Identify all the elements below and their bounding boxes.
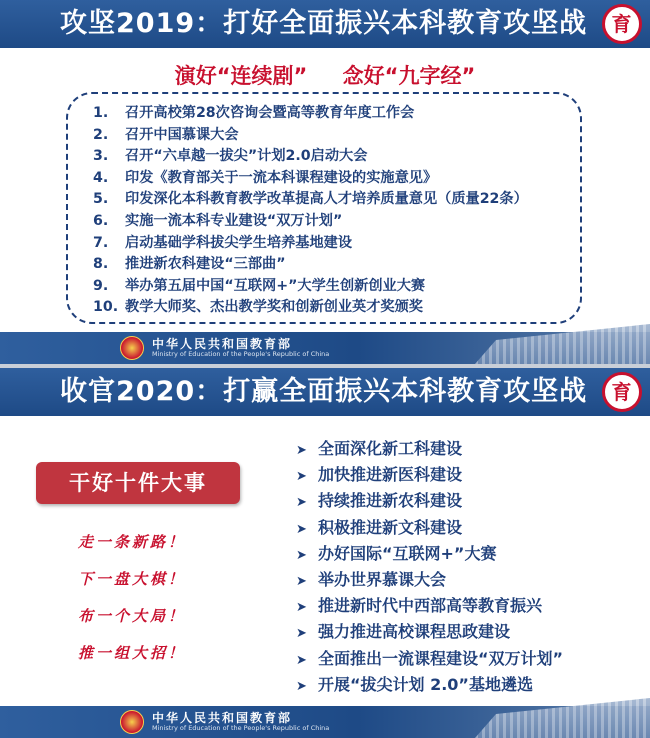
list-item [93, 168, 573, 190]
slogan-item: 推一组大招！ [78, 644, 187, 662]
list-item-text: 召开中国慕课大会 [125, 126, 239, 143]
list-item [93, 125, 573, 147]
task-item [296, 567, 563, 593]
national-emblem-icon [120, 710, 144, 734]
task-text: 办好国际“互联网+”大赛 [318, 543, 497, 563]
task-item [296, 515, 563, 541]
slide-2020 [0, 368, 650, 738]
numbered-list [93, 103, 573, 319]
list-item-text: 召开“六卓越一拔尖”计划2.0启动大会 [125, 148, 368, 165]
list-item [93, 297, 573, 319]
task-item [296, 672, 563, 698]
slide-title: 收官2020：打赢全面振兴本科教育攻坚战 [60, 376, 588, 407]
national-emblem-icon [120, 336, 144, 360]
subtitle-left: 演好“连续剧” [174, 64, 308, 88]
list-item-text: 启动基础学科拔尖学生培养基地建设 [125, 234, 353, 251]
ten-tasks-badge: 干好十件大事 [36, 462, 240, 504]
list-item [93, 233, 573, 255]
list-item-number: 9. [93, 277, 109, 294]
list-item-text: 举办第五届中国“互联网+”大学生创新创业大赛 [125, 277, 426, 294]
ministry-footer [0, 332, 650, 364]
slide-subtitle [0, 60, 650, 90]
slide-title-bar [0, 368, 650, 416]
list-item-number: 4. [93, 169, 109, 186]
task-item [296, 541, 563, 567]
building-illustration [475, 698, 650, 738]
arrow-bullet-icon: ➤ [296, 469, 307, 485]
building-illustration [475, 324, 650, 364]
task-item [296, 646, 563, 672]
list-item [93, 103, 573, 125]
task-item [296, 462, 563, 488]
list-item-number: 2. [93, 126, 109, 143]
list-item-number: 7. [93, 234, 109, 251]
list-item-text: 印发《教育部关于一流本科课程建设的实施意见》 [125, 169, 438, 186]
task-text: 全面深化新工科建设 [318, 439, 463, 458]
arrow-bullet-icon: ➤ [296, 678, 307, 694]
list-item [93, 254, 573, 276]
slogan-item: 布一个大局！ [78, 607, 187, 625]
education-logo-icon: 育 [602, 372, 642, 412]
task-text: 开展“拔尖计划 2.0”基地遴选 [318, 674, 533, 694]
ministry-name-en: Ministry of Education of the People's Republic of China [152, 724, 330, 732]
arrow-bullet-icon: ➤ [296, 600, 307, 616]
ministry-name-en: Ministry of Education of the People's Republic of China [152, 350, 330, 358]
slogan-item: 走一条新路！ [78, 533, 187, 551]
list-item-text: 召开高校第28次咨询会暨高等教育年度工作会 [125, 105, 415, 121]
ministry-footer [0, 706, 650, 738]
slogan-item: 下一盘大棋！ [78, 570, 187, 588]
task-item [296, 436, 563, 462]
task-item [296, 619, 563, 645]
slide-2019 [0, 0, 650, 364]
list-item-number: 10. [93, 299, 119, 316]
ministry-name-cn: 中华人民共和国教育部 [152, 711, 293, 725]
list-item-number: 6. [93, 212, 109, 229]
list-item-number: 8. [93, 256, 109, 273]
ministry-name-cn: 中华人民共和国教育部 [152, 337, 293, 351]
list-item-number: 5. [93, 191, 109, 208]
list-item [93, 146, 573, 168]
subtitle-right: 念好“九字经” [342, 64, 476, 88]
list-item-number: 1. [93, 105, 109, 121]
task-text: 持续推进新农科建设 [318, 491, 463, 511]
education-logo-icon: 育 [602, 4, 642, 44]
arrow-bullet-icon: ➤ [296, 495, 307, 511]
task-text: 积极推进新文科建设 [318, 517, 463, 537]
list-item-text: 实施一流本科专业建设“双万计划” [125, 212, 343, 229]
arrow-bullet-icon: ➤ [296, 547, 307, 563]
task-text: 强力推进高校课程思政建设 [318, 622, 511, 642]
task-item [296, 593, 563, 619]
task-text: 举办世界慕课大会 [318, 569, 447, 589]
arrow-bullet-icon: ➤ [296, 652, 307, 668]
arrow-bullet-icon: ➤ [296, 573, 307, 589]
list-item-text: 教学大师奖、杰出教学奖和创新创业英才奖颁奖 [125, 299, 423, 316]
list-item-text: 印发深化本科教育教学改革提高人才培养质量意见（质量22条） [125, 191, 528, 208]
task-text: 全面推出一流课程建设“双万计划” [318, 648, 564, 668]
list-item-number: 3. [93, 148, 109, 165]
task-item [296, 488, 563, 514]
task-list [296, 436, 563, 698]
task-text: 推进新时代中西部高等教育振兴 [318, 596, 543, 616]
arrow-bullet-icon: ➤ [296, 626, 307, 642]
list-item [93, 189, 573, 211]
list-item [93, 276, 573, 298]
slide-title-bar [0, 0, 650, 48]
arrow-bullet-icon: ➤ [296, 521, 307, 537]
task-text: 加快推进新医科建设 [318, 465, 463, 485]
list-item-text: 推进新农科建设“三部曲” [125, 256, 286, 273]
list-item [93, 211, 573, 233]
slide-title: 攻坚2019：打好全面振兴本科教育攻坚战 [60, 8, 588, 39]
slogan-list [78, 524, 186, 672]
arrow-bullet-icon: ➤ [296, 443, 307, 458]
